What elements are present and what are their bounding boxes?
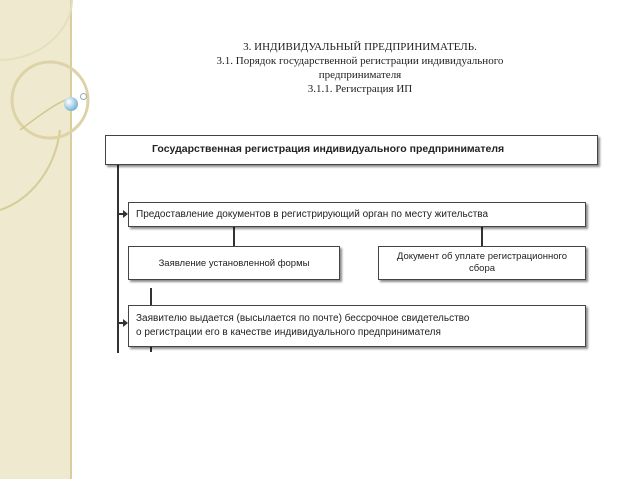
title-line-2: 3.1. Порядок государственной регистрации индивидуального: [216, 55, 504, 67]
step-certificate-text-2: о регистрации его в качестве индивидуального предпринимателя: [136, 327, 441, 338]
decorative-swirl: [0, 0, 90, 479]
step-certificate-text-1: Заявителю выдается (высылается по почте) бессрочное свидетельство: [136, 313, 470, 324]
title-line-3: предпринимателя: [318, 69, 402, 81]
diagram-header-box: [105, 135, 598, 165]
doc-application-box: [128, 246, 340, 280]
step-certificate-box: [128, 305, 586, 347]
slide-title: [150, 40, 570, 96]
decorative-sidebar: [0, 0, 72, 479]
step-submit-documents-box: [128, 202, 586, 227]
step-submit-documents-text: Предоставление документов в регистрирующий орган по месту жительства: [136, 209, 489, 220]
doc-fee-payment-text-2: сбора: [468, 263, 496, 274]
decorative-dot-icon: [80, 93, 87, 100]
doc-fee-payment-box: [378, 246, 586, 280]
connector-to-doc2: [481, 227, 483, 246]
diagram-header-text: Государственная регистрация индивидуального предпринимателя: [152, 143, 505, 155]
doc-fee-payment-text-1: Документ об уплате регистрационного: [396, 251, 568, 262]
decorative-bubble-icon: [64, 97, 78, 111]
connector-to-doc1: [233, 227, 235, 246]
title-line-1: 3. ИНДИВИДУАЛЬНЫЙ ПРЕДПРИНИМАТЕЛЬ.: [243, 41, 477, 53]
main-vertical-connector: [117, 165, 119, 353]
title-line-4: 3.1.1. Регистрация ИП: [307, 83, 413, 95]
doc-application-text: Заявление установленной формы: [158, 258, 310, 269]
